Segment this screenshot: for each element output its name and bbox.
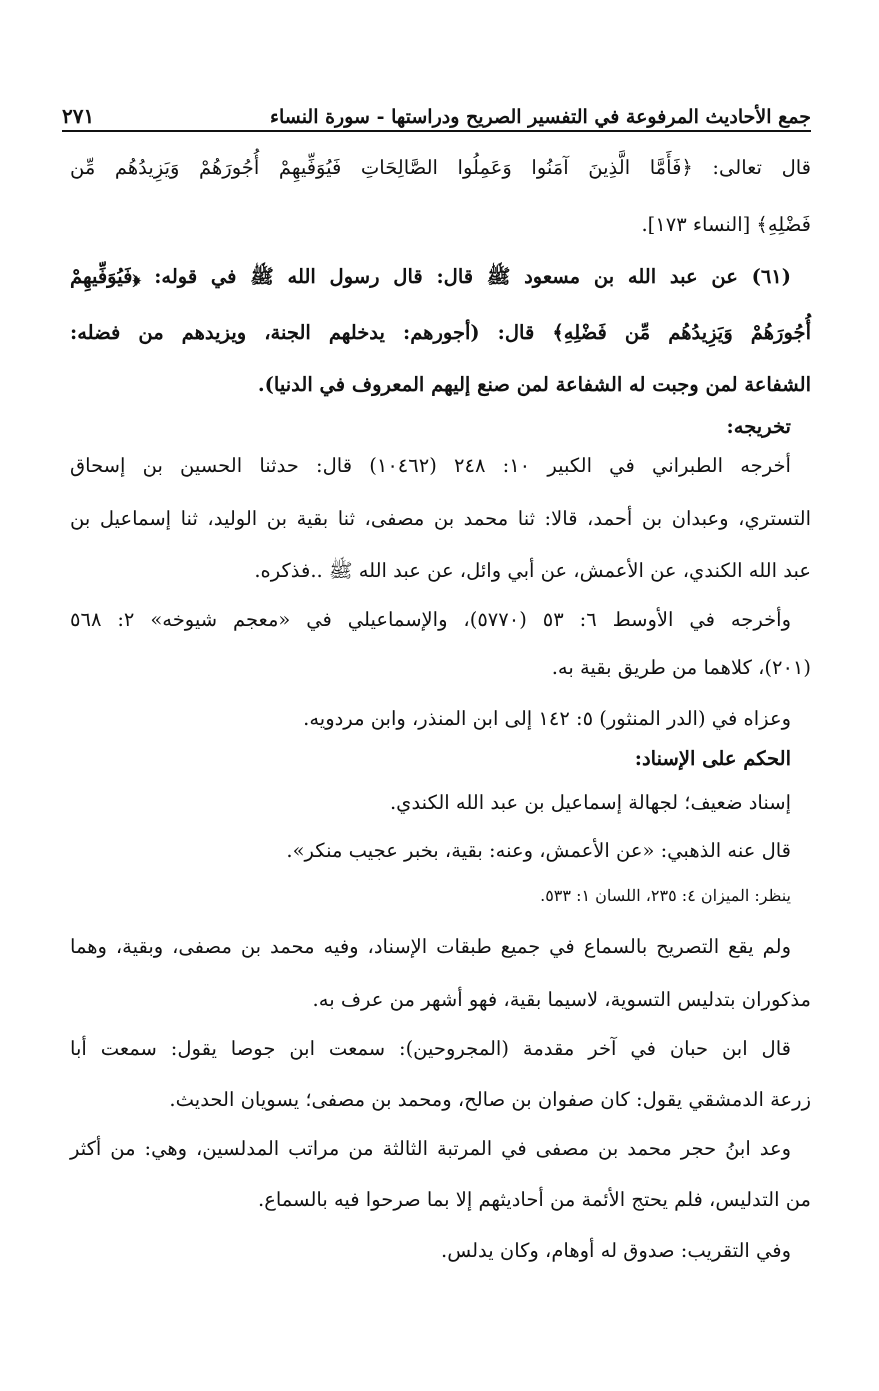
takhrij-line-2: التستري، وعبدان بن أحمد، قالا: ثنا محمد بن مصفى، ثنا بقية بن الوليد، ثنا إسماعيل بن: [70, 507, 811, 530]
section-heading-takhrij: تخريجه:: [726, 415, 791, 438]
isnad-line-7: وعد ابنُ حجر محمد بن مصفى في المرتبة الثالثة من مراتب المدلسين، وهي: من أكثر: [70, 1137, 791, 1160]
header-rule: [62, 130, 811, 132]
takhrij-line-1: أخرجه الطبراني في الكبير ١٠: ٢٤٨ (١٠٤٦٢) قال: حدثنا الحسين بن إسحاق: [70, 454, 791, 477]
takhrij-line-5: (٢٠١)، كلاهما من طريق بقية به.: [551, 656, 811, 679]
page-number: ٢٧١: [62, 104, 95, 128]
section-heading-isnad: الحكم على الإسناد:: [634, 747, 791, 770]
isnad-line-1: إسناد ضعيف؛ لجهالة إسماعيل بن عبد الله الكندي.: [389, 791, 791, 814]
verse-line-1: قال تعالى: ﴿فَأَمَّا الَّذِينَ آمَنُوا وَعَمِلُوا الصَّالِحَاتِ فَيُوَفِّيهِمْ أُجُورَهُمْ وَيَزِيدُهُم مِّن: [70, 156, 811, 179]
running-title: جمع الأحاديث المرفوعة في التفسير الصريح ودراستها - سورة النساء: [270, 106, 811, 128]
hadith-line-2: أُجُورَهُمْ وَيَزِيدُهُم مِّن فَضْلِهِ﴾ قال: (أجورهم: يدخلهم الجنة، ويزيدهم من فضله:: [70, 321, 811, 344]
isnad-line-9: وفي التقريب: صدوق له أوهام، وكان يدلس.: [441, 1239, 791, 1262]
isnad-line-5: قال ابن حبان في آخر مقدمة (المجروحين): سمعت ابن جوصا يقول: سمعت أبا: [70, 1037, 791, 1060]
isnad-line-4: مذكوران بتدليس التسوية، لاسيما بقية، فهو أشهر من عرف به.: [312, 988, 811, 1011]
isnad-reference-line: ينظر: الميزان ٤: ٢٣٥، اللسان ١: ٥٣٣.: [540, 886, 791, 905]
takhrij-line-3: عبد الله الكندي، عن الأعمش، عن أبي وائل، عن عبد الله ﷺ ..فذكره.: [254, 559, 811, 582]
takhrij-line-4: وأخرجه في الأوسط ٦: ٥٣ (٥٧٧٠)، والإسماعيلي في «معجم شيوخه» ٢: ٥٦٨: [70, 608, 791, 631]
isnad-line-6: زرعة الدمشقي يقول: كان صفوان بن صالح، ومحمد بن مصفى؛ يسويان الحديث.: [169, 1088, 811, 1111]
running-header: [62, 98, 811, 128]
isnad-line-3: ولم يقع التصريح بالسماع في جميع طبقات الإسناد، وفيه محمد بن مصفى، وبقية، وهما: [70, 935, 791, 958]
isnad-line-2: قال عنه الذهبي: «عن الأعمش، وعنه: بقية، بخبر عجيب منكر».: [286, 839, 791, 862]
isnad-line-8: من التدليس، فلم يحتج الأئمة من أحاديثهم إلا بما صرحوا فيه بالسماع.: [258, 1188, 811, 1211]
hadith-line-1: (٦١) عن عبد الله بن مسعود ﷺ قال: قال رسول الله ﷺ في قوله: ﴿فَيُوَفِّيهِمْ: [70, 265, 791, 288]
takhrij-line-6: وعزاه في (الدر المنثور) ٥: ١٤٢ إلى ابن المنذر، وابن مردويه.: [303, 707, 791, 730]
hadith-line-3: الشفاعة لمن وجبت له الشفاعة لمن صنع إليهم المعروف في الدنيا).: [257, 373, 811, 396]
verse-line-2: فَضْلِهِ﴾ [النساء ١٧٣].: [641, 213, 811, 236]
